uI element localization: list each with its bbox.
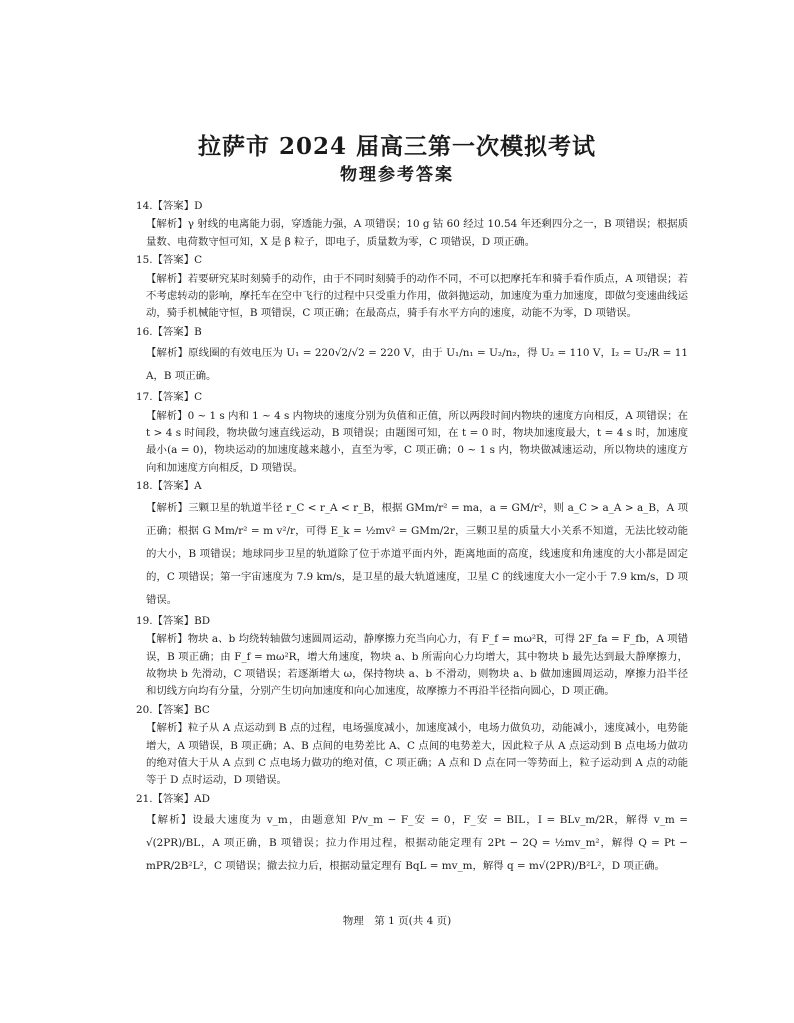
explanation: 【解析】若要研究某时刻骑手的动作，由于不同时刻骑手的动作不同，不可以把摩托车和骑手看作质点，A 项错误；若不考虑转动的影响，摩托车在空中飞行的过程中只受重力作用，做斜抛运动，加速度为重力加速度，即做匀变速曲线运动，骑手机械能守恒，B 项错误，C 项正确；在最高点，骑手有水平方向的速度，动能不为零，D 项错误。 [146,272,688,320]
question-17 [136,389,688,477]
question-14 [136,198,688,251]
explanation: 【解析】三颗卫星的轨道半径 r_C < r_A < r_B，根据 GMm/r² = ma，a = GM/r²，则 a_C > a_A > a_B，A 项正确；根据 G Mm/r² = m v²/r，可得 E_k = ½mv² = GMm/2r，三颗卫星的质量大小关系不知道，无法比较动能的大小，B 项错误；地球同步卫星的轨道除了位于赤道平面内外，距离地面的高度，线速度和角速度的大小都是固定的，C 项错误；第一宇宙速度为 7.9 km/s，是卫星的最大轨道速度，卫星 C 的线速度大小一定小于 7.9 km/s，D 项错误。 [146,501,688,606]
answer-line: 20.【答案】BC [136,703,210,716]
explanation: 【解析】原线圈的有效电压为 U₁ = 220√2/√2 = 220 V，由于 U₁/n₁ = U₂/n₂，得 U₂ = 110 V，I₂ = U₂/R = 11 A，B 项正确。 [146,347,688,383]
question-19 [136,613,688,701]
page-footer: 物理 第 1 页(共 4 页) [342,915,452,927]
explanation: 【解析】物块 a、b 均绕转轴做匀速圆周运动，静摩擦力充当向心力，有 F_f = mω²R，可得 2F_fa = F_fb，A 项错误，B 项正确；由 F_f = mω²R，增大角速度，物块 a、b 所需向心力均增大，其中物块 b 最先达到最大静摩擦力，故物块 b 先滑动，C 项错误；若逐渐增大 ω，保持物块 a、b 不滑动，则物块 a、b 做加速圆周运动，摩擦力沿半径和切线方向均有分量，分别产生切向加速度和向心加速度，故摩擦力不再沿半径指向圆心，D 项正确。 [146,633,688,698]
explanation: 【解析】γ 射线的电离能力弱，穿透能力强，A 项错误；10 g 钴 60 经过 10.54 年还剩四分之一，B 项错误；根据质量数、电荷数守恒可知，X 是 β 粒子，即电子，质量数为零，C 项错误，D 项正确。 [146,218,688,248]
question-15 [136,252,688,323]
question-16 [136,324,688,388]
answer-line: 15.【答案】C [136,254,203,267]
explanation: 【解析】粒子从 A 点运动到 B 点的过程，电场强度减小，加速度减小，电场力做负功，动能减小，速度减小，电势能增大，A 项错误，B 项正确；A、B 点间的电势差比 A、C 点间的电势差大，因此粒子从 A 点运动到 B 点电场力做功的绝对值大于从 A 点到 C 点电场力做功的绝对值，C 项正确；A 点和 D 点在同一等势面上，粒子运动到 A 点的动能等于 D 点时运动，D 项错误。 [146,722,688,787]
answer-line: 17.【答案】C [136,391,203,404]
answer-line: 16.【答案】B [136,325,202,338]
question-21 [136,791,688,878]
answer-line: 14.【答案】D [136,200,203,212]
answer-line: 21.【答案】AD [136,792,210,805]
question-20 [136,702,688,790]
answer-line: 18.【答案】A [136,480,202,493]
explanation: 【解析】设最大速度为 v_m，由题意知 P/v_m − F_安 = 0，F_安 = BIL，I = BLv_m/2R，解得 v_m = √(2PR)/BL，A 项正确，B 项错误；拉力作用过程，根据动能定理有 2Pt − 2Q = ½mv_m²，解得 Q = Pt − mPR/2B²L²，C 项错误；撤去拉力后，根据动量定理有 BqL = mv_m，解得 q = m√(2PR)/B²L²，D 项正确。 [146,814,688,873]
answer-line: 19.【答案】BD [136,614,211,627]
page-title: 拉萨市 2024 届高三第一次模拟考试 [197,133,597,160]
explanation: 【解析】0 ~ 1 s 内和 1 ~ 4 s 内物块的速度分别为负值和正值，所以两段时间内物块的速度方向相反，A 项错误；在 t > 4 s 时间段，物块做匀速直线运动，B 项错误；由题图可知，在 t = 0 时，物块加速度最大，t = 4 s 时，加速度最小(a = 0)，物块运动的加速度越来越小，直至为零，C 项正确；0 ~ 1 s 内，物块做减速运动，所以物块的速度方向和加速度方向相反，D 项错误。 [146,409,688,474]
answer-list [136,198,688,879]
page-subtitle: 物理参考答案 [340,165,454,185]
question-18 [136,478,688,611]
